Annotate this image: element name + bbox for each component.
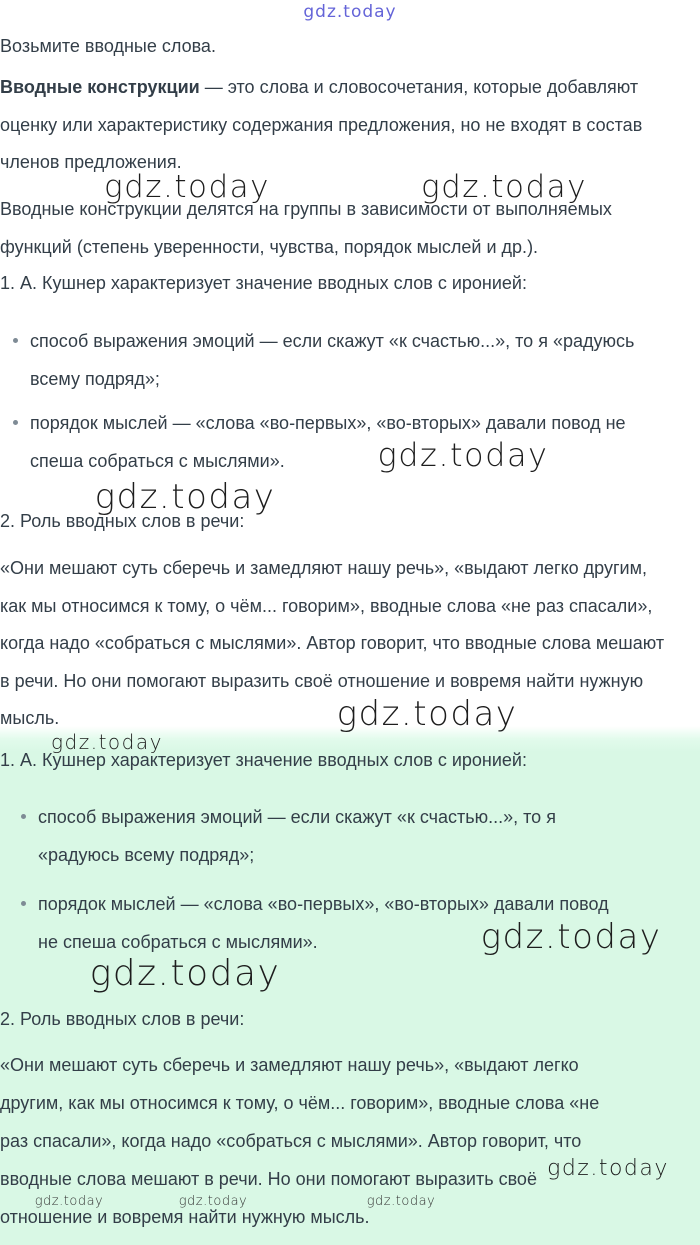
- list-item: [0, 798, 700, 874]
- paragraph: [0, 265, 700, 303]
- gdz-watermark: gdz.today: [94, 477, 276, 517]
- gdz-watermark: gdz.today: [336, 694, 518, 734]
- paragraph: [0, 550, 700, 738]
- text-line: [0, 28, 700, 66]
- text-line: [0, 503, 700, 541]
- text-run: 2. Роль вводных слов в речи:: [0, 1008, 245, 1029]
- text-run: «Они мешают суть сберечь и замедляют нашу речь», «выдают легко другим,: [0, 558, 647, 579]
- text-line: [0, 1046, 700, 1084]
- text-run: «радуюсь всему подряд»;: [38, 844, 255, 865]
- bold-term: Вводные конструкции: [0, 77, 200, 98]
- text-line: [0, 1084, 700, 1122]
- text-line: [0, 191, 700, 229]
- text-run: вводные слова мешают в речи. Но они помогают выразить своё: [0, 1168, 537, 1189]
- text-run: в речи. Но они помогают выразить своё отношение и вовремя найти нужную: [0, 670, 644, 691]
- text-line: [0, 323, 700, 361]
- text-line: [0, 625, 700, 663]
- text-run: мысль.: [0, 708, 60, 729]
- text-line: [0, 836, 700, 874]
- text-run: членов предложения.: [0, 152, 182, 173]
- paragraph: [0, 69, 700, 182]
- text-line: [0, 361, 700, 399]
- bullet-icon: [13, 338, 18, 343]
- paragraph: [0, 741, 700, 779]
- text-run: не спеша собраться с мыслями».: [38, 931, 318, 952]
- text-line: [0, 923, 700, 961]
- text-line: [0, 1198, 700, 1236]
- bullet-icon: [13, 420, 18, 425]
- text-line: [0, 798, 700, 836]
- text-line: [0, 107, 700, 145]
- text-line: [0, 265, 700, 303]
- text-line: [0, 405, 700, 443]
- text-run: — это слова и словосочетания, которые добавляют: [199, 77, 639, 98]
- gdz-watermark: gdz.today: [547, 1156, 669, 1181]
- list-item: [0, 405, 700, 480]
- gdz-watermark: gdz.today: [303, 2, 397, 22]
- text-line: [0, 741, 700, 779]
- gdz-watermark: gdz.today: [103, 169, 271, 205]
- gdz-watermark: gdz.today: [377, 436, 549, 474]
- text-line: [0, 229, 700, 267]
- text-line: [0, 1122, 700, 1160]
- list-item: [0, 323, 700, 398]
- bullet-icon: [21, 901, 26, 906]
- gdz-watermark: gdz.today: [366, 1194, 436, 1209]
- paragraph: [0, 191, 700, 266]
- text-run: 1. А. Кушнер характеризует значение вводных слов с иронией:: [0, 749, 527, 770]
- text-run: функций (степень уверенности, чувства, порядок мыслей и др.).: [0, 236, 539, 257]
- text-run: другим, как мы отнoсимся к тому, о чём... говорим», вводные слова «не: [0, 1092, 600, 1113]
- text-run: порядок мыслей — «слова «во-первых», «во-вторых» давали повод: [38, 893, 609, 914]
- text-run: способ выражения эмоций — если скажут «к счастью...», то я «радуюсь: [30, 331, 635, 352]
- paragraph: [0, 503, 700, 541]
- text-run: отношение и вовремя найти нужную мысль.: [0, 1206, 370, 1227]
- bullet-icon: [21, 814, 26, 819]
- text-run: 2. Роль вводных слов в речи:: [0, 511, 245, 532]
- gdz-watermark: gdz.today: [51, 730, 163, 754]
- text-run: оценку или характеристику содержания предложения, но не входят в состав: [0, 114, 643, 135]
- text-line: [0, 588, 700, 626]
- text-run: спеша собраться с мыслями».: [30, 450, 285, 471]
- text-run: способ выражения эмоций — если скажут «к счастью...», то я: [38, 806, 556, 827]
- gdz-watermark: gdz.today: [89, 953, 281, 994]
- text-line: [0, 885, 700, 923]
- list-item: [0, 885, 700, 961]
- text-run: «Они мешают суть сберечь и замедляют нашу речь», «выдают легко: [0, 1054, 579, 1075]
- text-run: раз спасали», когда надо «собраться с мыслями». Автор говорит, что: [0, 1130, 582, 1151]
- gdz-watermark: gdz.today: [34, 1194, 104, 1209]
- text-run: 1. А. Кушнер характеризует значение вводных слов с иронией:: [0, 273, 527, 294]
- paragraph: [0, 1000, 700, 1038]
- text-run: Возьмите вводные слова.: [0, 36, 216, 57]
- text-run: когда надо «собраться с мыслями». Автор говорит, что вводные слова мешают: [0, 633, 665, 654]
- gdz-watermark: gdz.today: [480, 917, 662, 957]
- text-line: [0, 144, 700, 182]
- paragraph: [0, 1046, 700, 1236]
- paragraph: [0, 28, 700, 66]
- text-line: [0, 69, 700, 107]
- gdz-watermark: gdz.today: [420, 169, 588, 205]
- text-line: [0, 1000, 700, 1038]
- text-run: порядок мыслей — «слова «во-первых», «во-вторых» давали повод не: [30, 413, 626, 434]
- text-run: Вводные конструкции делятся на группы в зависимости от выполняемых: [0, 199, 612, 220]
- text-line: [0, 1156, 700, 1198]
- text-line: [0, 663, 700, 701]
- text-run: всему подряд»;: [30, 368, 160, 389]
- text-line: [0, 443, 700, 481]
- gdz-watermark: gdz.today: [178, 1194, 248, 1209]
- text-line: [0, 550, 700, 588]
- text-line: [0, 700, 700, 738]
- text-run: как мы относимся к тому, о чём... говорим», вводные слова «не раз спасали»,: [0, 595, 653, 616]
